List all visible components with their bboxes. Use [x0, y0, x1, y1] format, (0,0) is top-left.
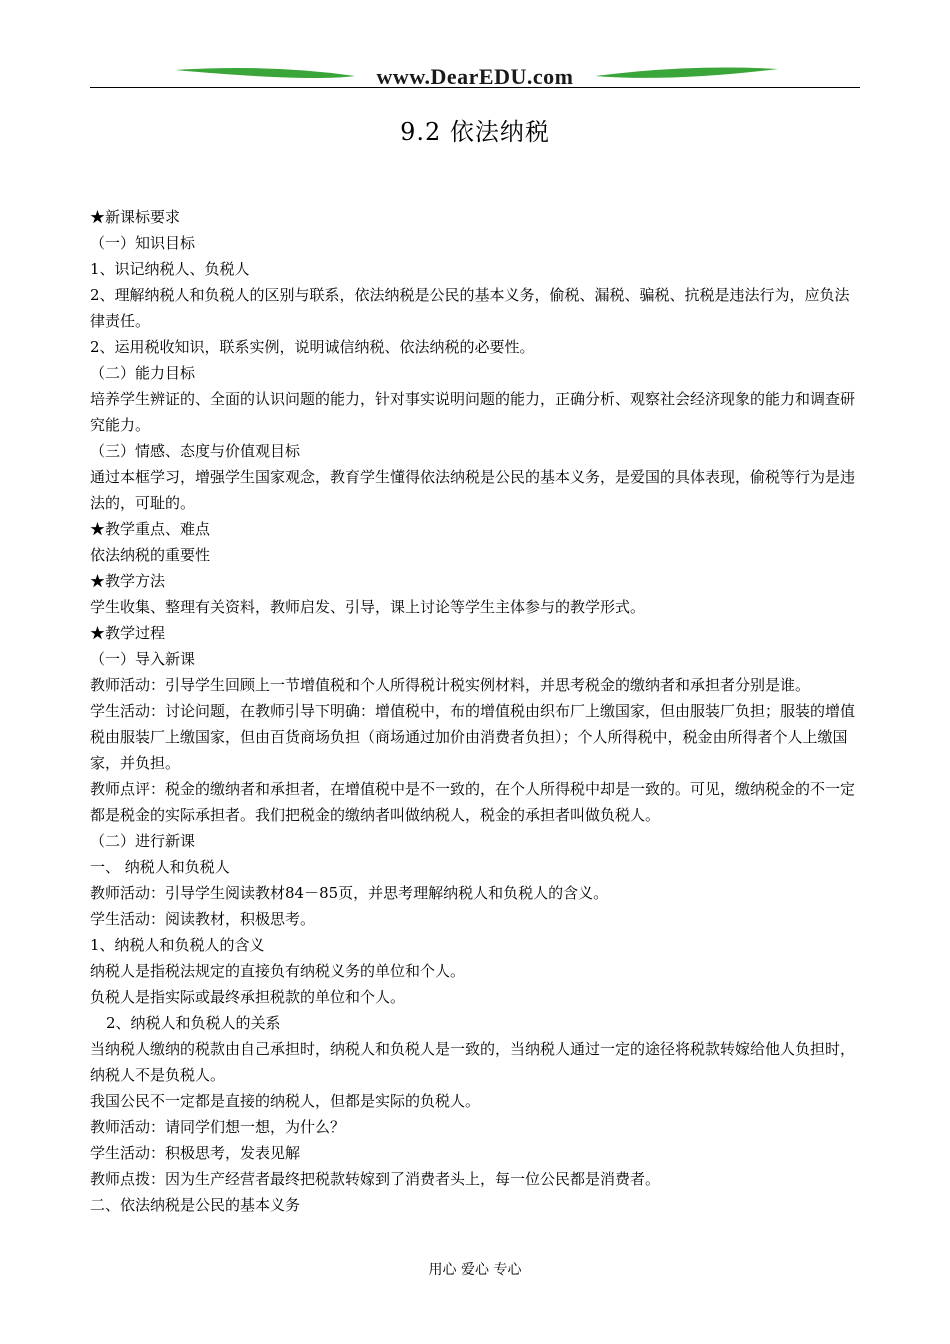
paragraph: 依法纳税的重要性 — [90, 546, 211, 564]
paragraph: 通过本框学习，增强学生国家观念，教育学生懂得依法纳税是公民的基本义务，是爱国的具体表现，偷税等行为是违法的，可耻的。 — [90, 468, 856, 512]
subheading: 二、依法纳税是公民的基本义务 — [90, 1196, 301, 1214]
section-heading: ★教学过程 — [90, 624, 166, 642]
section-heading: ★教学重点、难点 — [90, 520, 211, 538]
paragraph: 学生活动：阅读教材，积极思考。 — [90, 910, 316, 928]
paragraph: 纳税人是指税法规定的直接负有纳税义务的单位和个人。 — [90, 962, 466, 980]
page-footer: 用心 爱心 专心 — [428, 1262, 522, 1278]
paragraph: 教师活动：请同学们想一想，为什么？ — [90, 1118, 346, 1136]
paragraph: 学生收集、整理有关资料，教师启发、引导，课上讨论等学生主体参与的教学形式。 — [90, 598, 646, 616]
subheading: （三）情感、态度与价值观目标 — [90, 442, 301, 460]
subheading: （二）进行新课 — [90, 832, 196, 850]
paragraph: 培养学生辨证的、全面的认识问题的能力，针对事实说明问题的能力，正确分析、观察社会经济现象的能力和调查研究能力。 — [90, 390, 856, 434]
header-site-text: www.DearEDU.com — [376, 64, 574, 89]
paragraph: 1、纳税人和负税人的含义 — [90, 936, 265, 954]
paragraph: 2、运用税收知识，联系实例，说明诚信纳税、依法纳税的必要性。 — [90, 338, 535, 356]
paragraph: 教师活动：引导学生回顾上一节增值税和个人所得税计税实例材料，并思考税金的缴纳者和承担者分别是谁。 — [90, 676, 811, 694]
paragraph: 2、理解纳税人和负税人的区别与联系，依法纳税是公民的基本义务，偷税、漏税、骗税、抗税是违法行为，应负法律责任。 — [90, 286, 850, 330]
paragraph: 我国公民不一定都是直接的纳税人，但都是实际的负税人。 — [90, 1092, 481, 1110]
paragraph: 负税人是指实际或最终承担税款的单位和个人。 — [90, 988, 406, 1006]
paragraph: 学生活动：讨论问题，在教师引导下明确：增值税中，布的增值税由织布厂上缴国家，但由服装厂负担；服装的增值税由服装厂上缴国家，但由百货商场负担（商场通过加价由消费者负担）；个人所得税中，税金由所得者个人上缴国家，并负担。 — [90, 702, 856, 772]
paragraph: 2、纳税人和负税人的关系 — [106, 1014, 281, 1032]
section-heading: ★新课标要求 — [90, 208, 181, 226]
section-heading: ★教学方法 — [90, 572, 166, 590]
paragraph: 教师点评：税金的缴纳者和承担者，在增值税中是不一致的，在个人所得税中却是一致的。可见，缴纳税金的不一定都是税金的实际承担者。我们把税金的缴纳者叫做纳税人，税金的承担者叫做负税人。 — [90, 780, 856, 824]
paragraph: 1、识记纳税人、负税人 — [90, 260, 250, 278]
page-header — [90, 60, 860, 90]
paragraph: 教师点拨：因为生产经营者最终把税款转嫁到了消费者头上，每一位公民都是消费者。 — [90, 1170, 661, 1188]
paragraph: 当纳税人缴纳的税款由自己承担时，纳税人和负税人是一致的，当纳税人通过一定的途径将税款转嫁给他人负担时，纳税人不是负税人。 — [90, 1040, 856, 1084]
document-body — [90, 204, 860, 1218]
paragraph: 教师活动：引导学生阅读教材84－85页，并思考理解纳税人和负税人的含义。 — [90, 884, 609, 902]
subheading: 一、 纳税人和负税人 — [90, 858, 230, 876]
page-title: 9.2 依法纳税 — [400, 118, 550, 146]
subheading: （二）能力目标 — [90, 364, 196, 382]
subheading: （一）知识目标 — [90, 234, 196, 252]
header-rule — [90, 87, 860, 88]
paragraph: 学生活动：积极思考，发表见解 — [90, 1144, 301, 1162]
subheading: （一）导入新课 — [90, 650, 196, 668]
